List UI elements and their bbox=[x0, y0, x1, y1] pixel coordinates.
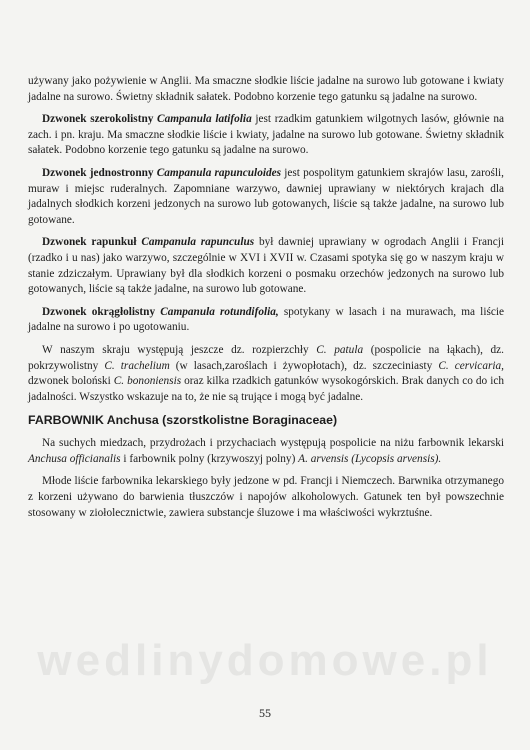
paragraph-text: (pospolicie na łąkach), dz. pokrzywolistny bbox=[28, 343, 505, 372]
paragraph-text: W naszym skraju występują jeszcze dz. rozpierzchły bbox=[42, 343, 309, 356]
paragraph-continuation bbox=[28, 74, 504, 105]
paragraph-text: Młode liście farbownika lekarskiego były jedzone w pd. Francji i Niemczech. Barwnika otrzymanego z korzeni używano do barwienia tłuszczów i napojów alkoholowych. Gatunek ten był powszechnie stosowany w ziołolecznictwie, zawiera substancje śluzowe i ma właściwości wykrztuśne. bbox=[28, 475, 504, 519]
paragraph-text: był dawniej uprawiany w ogrodach Anglii i Francji (rzadko i u nas) jako warzywo, szczególnie w XVI i XVII w. Czasami spotyka się go w naszym kraju w stanie zdziczałym. Uprawiany był dla słodkich korzeni o posmaku orzechów jedzonych na surowo lub gotowanych, liście są także jadalne, na surowo lub gotowane. bbox=[28, 236, 504, 296]
paragraph-text: jest pospolitym gatunkiem skrajów lasu, zarośli, muraw i miejsc ruderalnych. Zapomniane warzywo, dawniej uprawiany w niektórych krajach dla jadalnych słodkich korzeni jedzonych na surowo lub gotowanych, liście są także jadalne, na surowo lub gotowane. bbox=[28, 166, 504, 226]
paragraph-other-species bbox=[28, 343, 504, 405]
paragraph-text: jest rzadkim gatunkiem wilgotnych lasów, głównie na zach. i pn. kraju. Ma smaczne słodkie liście i kwiaty, jadalne na surowo lub gotowane. Świetny składnik sałatek. Podobno korzenie tego gatunku są jadalne na surowo. bbox=[28, 113, 504, 157]
species-latin-name: Campanula rapunculoides bbox=[156, 166, 282, 179]
species-latin-name: C. bononiensis bbox=[113, 375, 182, 388]
species-latin-name: C. patula bbox=[316, 343, 364, 356]
paragraph-text: (w lasach,zaroślach i żywopłotach), dz. szczeciniasty bbox=[175, 359, 433, 372]
paragraph-text: i farbownik polny (krzywoszyj polny) bbox=[123, 452, 296, 465]
paragraph-campanula-rotundifolia bbox=[28, 305, 504, 336]
species-latin-name: C. cervicaria, bbox=[438, 359, 504, 372]
watermark: wedlinydomowe.pl bbox=[37, 636, 493, 685]
paragraph-campanula-latifolia bbox=[28, 112, 504, 159]
species-latin-name: A. arvensis (Lycopsis arvensis). bbox=[298, 452, 442, 465]
section-heading-farbownik: FARBOWNIK Anchusa (szorstkolistne Boraginaceae) bbox=[28, 413, 338, 428]
page-number: 55 bbox=[259, 706, 271, 720]
species-latin-name: Campanula rapunculus bbox=[141, 236, 255, 249]
paragraph-text: Na suchych miedzach, przydrożach i przychaciach występują pospolicie na niżu farbownik lekarski bbox=[42, 437, 504, 450]
text-column bbox=[28, 74, 504, 528]
paragraph-farbownik-occurrence bbox=[28, 436, 504, 467]
paragraph-text: spotykany w lasach i na murawach, ma liście jadalne na surowo i po ugotowaniu. bbox=[28, 305, 505, 334]
species-latin-name: C. trachelium bbox=[104, 359, 170, 372]
species-name: Dzwonek okrągłolistny bbox=[42, 305, 156, 318]
paragraph-campanula-rapunculoides bbox=[28, 166, 504, 228]
paragraph-text: używany jako pożywienie w Anglii. Ma smaczne słodkie liście jadalne na surowo lub gotowane i kwiaty jadalne na surowo. Świetny składnik sałatek. Podobno korzenie tego gatunku są jadalne na surowo. bbox=[28, 75, 504, 103]
species-name: Dzwonek jednostronny bbox=[42, 166, 154, 179]
species-name: Dzwonek rapunkuł bbox=[42, 236, 137, 249]
species-name: Dzwonek szerokolistny bbox=[42, 113, 154, 126]
species-latin-name: Campanula latifolia bbox=[157, 113, 252, 126]
paragraph-text: dzwonek boloński bbox=[28, 375, 111, 388]
paragraph-farbownik-uses bbox=[28, 474, 504, 521]
paragraph-text: oraz kilka rzadkich gatunków wysokogórskich. Brak danych co do ich jadalności. Wszystko wskazuje na to, że nie są trujące i mogą być jadalne. bbox=[28, 375, 504, 403]
paragraph-campanula-rapunculus bbox=[28, 235, 504, 297]
species-latin-name: Campanula rotundifolia, bbox=[160, 305, 279, 318]
species-latin-name: Anchusa officianalis bbox=[28, 452, 121, 465]
